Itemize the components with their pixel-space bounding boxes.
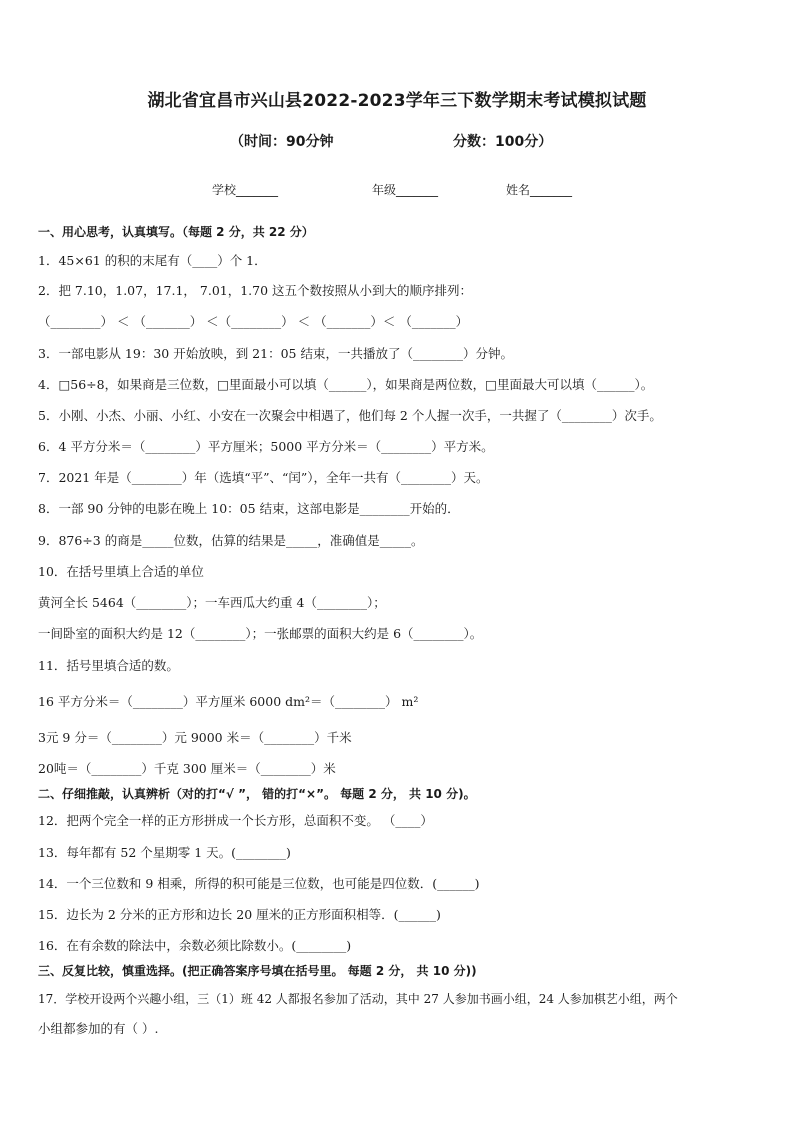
student-info <box>0 181 794 201</box>
question-5: 5．小刚、小杰、小丽、小红、小安在一次聚会中相遇了，他们每 2 个人握一次手，一共握了（________）次手。 <box>38 408 662 423</box>
question-10-line-1: 黄河全长 5464（________）；一车西瓜大约重 4（________）； <box>38 595 386 610</box>
question-17: 17．学校开设两个兴趣小组，三（1）班 42 人都报名参加了活动，其中 27 人参加书画小组，24 人参加棋艺小组，两个 <box>38 992 678 1006</box>
question-9: 9．876÷3 的商是_____位数，估算的结果是_____，准确值是_____。 <box>38 533 424 548</box>
time-limit: （时间：90分钟 <box>230 134 334 150</box>
question-2: 2．把 7.10，1.07，17.1， 7.01，1.70 这五个数按照从小到大的顺序排列： <box>38 283 473 298</box>
question-14: 14．一个三位数和 9 相乘，所得的积可能是三位数，也可能是四位数．(______) <box>38 876 480 891</box>
question-15: 15．边长为 2 分米的正方形和边长 20 厘米的正方形面积相等．(______) <box>38 907 441 922</box>
exam-title: 湖北省宜昌市兴山县2022-2023学年三下数学期末考试模拟试题 <box>147 91 647 111</box>
question-7: 7．2021 年是（________）年（选填“平”、“闰”），全年一共有（________）天。 <box>38 470 489 485</box>
question-3: 3．一部电影从 19：30 开始放映，到 21：05 结束，一共播放了（________）分钟。 <box>38 346 513 361</box>
question-4: 4．□56÷8，如果商是三位数，□里面最小可以填（______），如果商是两位数，□里面最大可以填（______）。 <box>38 377 654 392</box>
question-17-line-2: 小组都参加的有（ ）. <box>38 1021 159 1036</box>
question-2-answer-row: （________） ＜ （_______） ＜（________） ＜ （_______）＜ （_______） <box>38 314 469 329</box>
total-score: 分数：100分） <box>453 134 553 150</box>
section-2-heading: 二、仔细推敲，认真辨析（对的打“√ ”， 错的打“×”。 每题 2 分， 共 10 分)。 <box>38 787 476 801</box>
question-1: 1．45×61 的积的末尾有（____）个 1． <box>38 253 267 268</box>
section-3-heading: 三、反复比较，慎重选择。(把正确答案序号填在括号里。 每题 2 分， 共 10 分)) <box>38 964 477 978</box>
section-1-heading: 一、用心思考，认真填写。（每题 2 分，共 22 分） <box>38 225 314 239</box>
exam-subtitle <box>0 131 794 151</box>
grade-field[interactable]: 年级_______ <box>372 183 439 197</box>
question-11-line-3: 20吨＝（________）千克 300 厘米＝（________）米 <box>38 761 336 776</box>
name-field[interactable]: 姓名_______ <box>506 183 573 197</box>
question-11-line-2: 3元 9 分＝（________）元 9000 米＝（________）千米 <box>38 730 352 745</box>
question-11-line-1: 16 平方分米＝（________）平方厘米 6000 dm²＝（________） m² <box>38 694 419 709</box>
question-16: 16．在有余数的除法中，余数必须比除数小。(________) <box>38 938 352 953</box>
question-6: 6．4 平方分米＝（________）平方厘米；5000 平方分米＝（________）平方米。 <box>38 439 494 454</box>
question-11: 11．括号里填合适的数。 <box>38 658 179 673</box>
school-field[interactable]: 学校_______ <box>212 183 279 197</box>
question-10-line-2: 一间卧室的面积大约是 12（________）；一张邮票的面积大约是 6（________）。 <box>38 626 483 641</box>
question-13: 13．每年都有 52 个星期零 1 天。(________) <box>38 845 291 860</box>
question-10: 10．在括号里填上合适的单位 <box>38 564 204 579</box>
question-12: 12．把两个完全一样的正方形拼成一个长方形，总面积不变。 （____） <box>38 813 433 828</box>
question-8: 8．一部 90 分钟的电影在晚上 10：05 结束，这部电影是________开始的． <box>38 501 460 516</box>
